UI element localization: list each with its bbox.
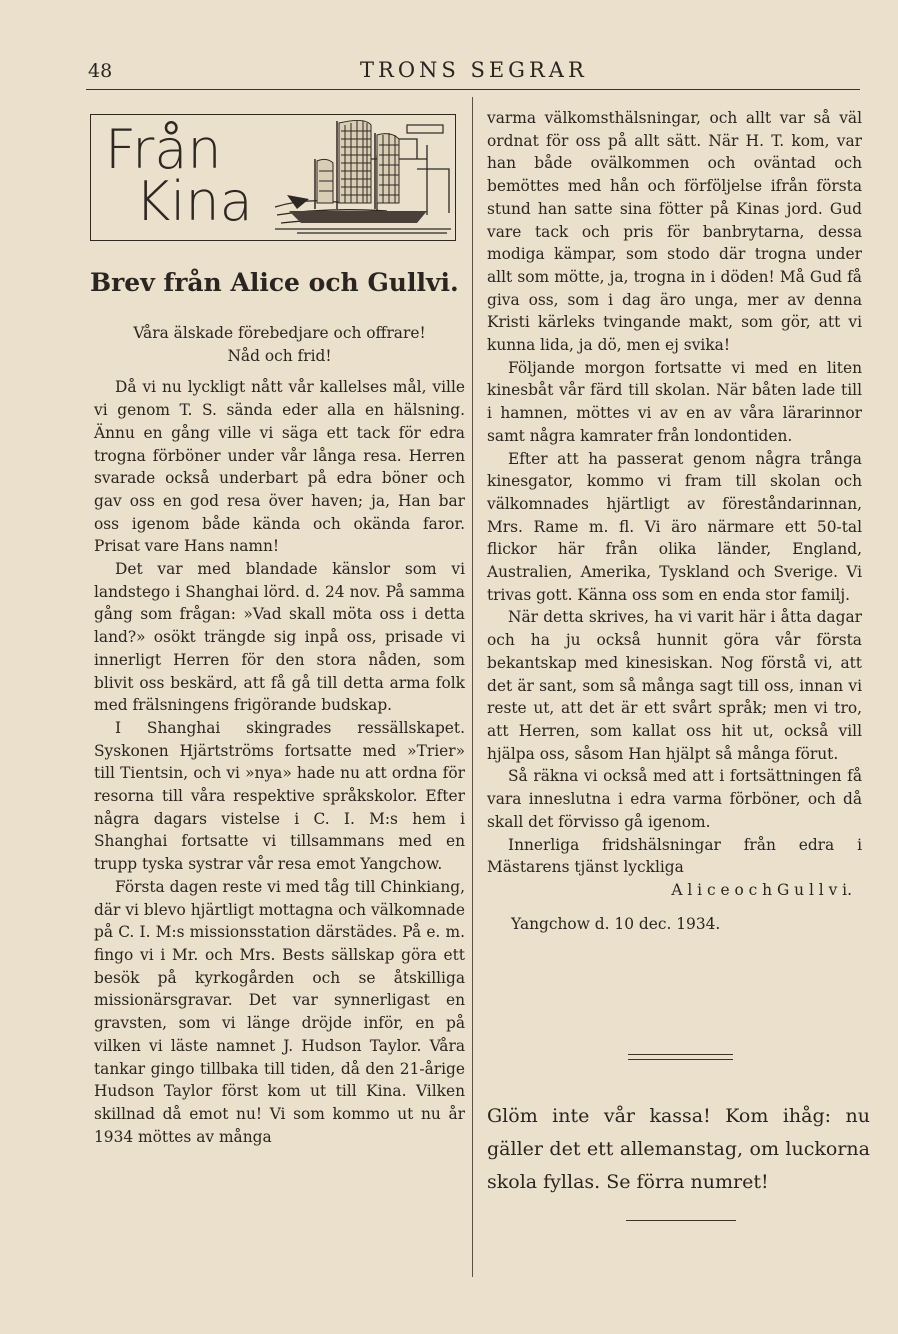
article-left-column [94,322,465,1148]
paragraph: När detta skrives, ha vi varit här i åtta dagar och ha ju också hunnit göra vår första bekantskap med kinesiskan. Nog förstå vi, att det är sant, som så många sagt till oss, innan vi reste ut, att det är ett svårt språk; men vi tro, att Herren, som kallat oss hit ut, också vill hjälpa oss, såsom Han hjälpt så många förut. [487,608,862,763]
fund-appeal: Glöm inte vår kassa! Kom ihåg: nu gäller det ett allemanstag, om luckorna skola fyllas. Se förra numret! [487,1105,870,1193]
page-number: 48 [88,60,113,82]
banner-title-line2: Kina [135,170,253,233]
paragraph: I Shanghai skingrades ressällskapet. Syskonen Hjärtströms fortsatte med »Trier» till Tientsin, och vi »nya» hade nu att ordna för resorna till våra respektive språkskolor. Efter några dagars vistelse i C. I. M:s hem i Shanghai fortsatte vi tillsammans med en trupp tyska systrar vår resa emot Yangchow. [94,718,465,874]
paragraph: varma välkomsthälsningar, och allt var så väl ordnat för oss på allt sätt. När H. T. kom, var han både ovälkommen och oväntad och bemöttes med hån och förföljelse ifrån första stund han satte sina fötter på Kinas jord. Gud vare tack och pris för banbrytarna, dessa modiga kämpar, som stodo där trogna under allt som mötte, ja, trogna in i döden! Må Gud få giva oss, som i dag äro unga, mer av denna Kristi kärleks tvingande makt, som gör, att vi kunna lida, ja dö, men ej svika! [487,109,862,355]
paragraph: Efter att ha passerat genom några trånga kinesgator, kommo vi fram till skolan och välkomnades hjärtligt av föreståndarinnan, Mrs. Rame m. fl. Vi äro närmare ett 50-tal flickor här från olika länder, England, Australien, Amerika, Tyskland och Sverige. Vi trivas gott. Känna oss som en enda stor familj. [487,449,862,604]
junk-ship-icon [267,115,455,239]
separator-rule [628,1059,733,1060]
paragraph: Så räkna vi också med att i fortsättningen få vara inneslutna i edra varma förböner, och då skall det förvisso gå igenom. [487,767,862,831]
signature: A l i c e o c h G u l l v i. [671,880,852,899]
separator-rule [626,1220,736,1221]
paragraph: Innerliga fridshälsningar från edra i Mästarens tjänst lyckliga [487,835,862,877]
paragraph: Det var med blandade känslor som vi landstego i Shanghai lörd. d. 24 nov. På samma gång som frågan: »Vad skall möta oss i detta land?» osökt trängde sig inpå oss, prisade vi innerligt Herren för den stora nåden, som blivit oss beskärd, att få gå till detta arma folk med frälsningens frigörande budskap. [94,560,465,715]
section-banner [90,114,456,241]
salutation: Nåd och frid! [227,346,332,365]
paragraph: Följande morgon fortsatte vi med en liten kinesbåt vår färd till skolan. När båten lade till i hamnen, möttes vi av en av våra lärarinnor samt några kamrater från londontiden. [487,358,862,445]
greeting: Våra älskade förebedjare och offrare! [133,324,426,342]
article-right-column [487,107,862,935]
paragraph: Då vi nu lyckligt nått vår kallelses mål, ville vi genom T. S. sända eder alla en hälsning. Ännu en gång ville vi säga ett tack för edra trogna förböner under vår långa resa. Herren svarade också underbart på edra böner och gav oss en god resa över haven; ja, Han bar oss igenom både kända och okända faror. Prisat vare Hans namn! [94,378,465,556]
paragraph: Första dagen reste vi med tåg till Chinkiang, där vi blevo hjärtligt mottagna och välkomnade på C. I. M:s missionsstation därstädes. På e. m. fingo vi i Mr. och Mrs. Bests sällskap göra ett besök på kyrkogården och se åtskilliga missionärsgravar. Det var synnerligast en gravsten, som vi länge dröjde inför, en på vilken vi läste namnet J. Hudson Taylor. Våra tankar gingo tillbaka till tiden, då den 21-årige Hudson Taylor först kom ut till Kina. Vilken skillnad då emot nu! Vi som kommo ut nu år 1934 möttes av många [94,877,465,1146]
place-date: Yangchow d. 10 dec. 1934. [511,914,721,933]
header-rule [86,89,860,90]
column-divider [472,97,473,1277]
banner-title-line1: Från [105,118,222,181]
article-title: Brev från Alice och Gullvi. [90,268,459,297]
running-title: TRONS SEGRAR [360,58,588,82]
separator-rule [628,1054,733,1055]
